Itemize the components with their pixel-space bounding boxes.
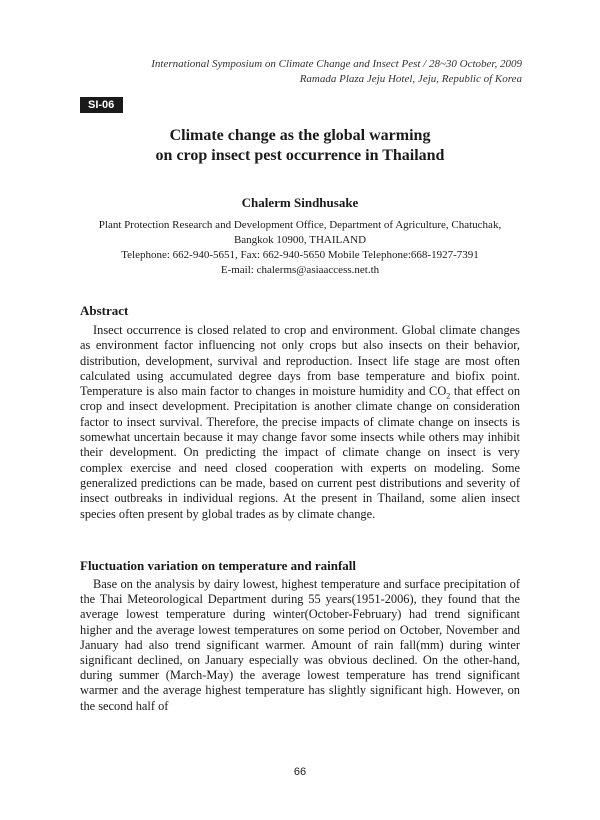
abstract-paragraph: [80, 323, 520, 522]
header-line-1: International Symposium on Climate Change and Insect Pest / 28~30 October, 2009: [151, 58, 522, 70]
abstract-text-part-2: that effect on crop and insect development. Precipitation is another climate change on consideration factor to insect survival. Therefore, the precise impacts of climate change on insects is somewhat uncertain because it may change favor some insects while others may inhibit their development. On predicting the impact of climate change on insect is very complex exercise and need closed cooperation with experts on modeling. Some generalized predictions can be made, based on current pest distributions and severity of insect outbreaks in individual regions. At the present in Thailand, some alien insect species often present by global trades as by climate change.: [80, 384, 521, 521]
affiliation-line-1: Plant Protection Research and Development Office, Department of Agriculture, Chatuchak,: [98, 219, 502, 231]
abstract-text-part-1: Insect occurrence is closed related to crop and environment. Global climate changes as environment factor influencing not only crops but also insects on their behavior, distribution, development, survival and reproduction. Insect life stage are most often calculated using accumulated degree days from base temperature and biofix point. Temperature is also main factor to changes in moisture humidity and CO: [80, 323, 520, 399]
abstract-heading: Abstract: [80, 303, 129, 318]
co2-subscript: 2: [446, 391, 451, 401]
title-line-1: Climate change as the global warming: [169, 127, 431, 144]
running-header: [151, 57, 522, 87]
paper-title: [80, 126, 520, 166]
affiliation-line-3: Telephone: 662-940-5651, Fax: 662-940-5650 Mobile Telephone:668-1927-7391: [121, 249, 479, 261]
affiliation-line-2: Bangkok 10900, THAILAND: [233, 234, 367, 246]
page-number: 66: [293, 766, 307, 778]
header-line-2: Ramada Plaza Jeju Hotel, Jeju, Republic of Korea: [299, 73, 522, 85]
section-paragraph: Base on the analysis by dairy lowest, highest temperature and surface precipitation of the Thai Meteorological Department during 55 years(1951-2006), they found that the average lowest temperature during winter(October-February) had trend significant higher and the average lowest temperatures on some period on October, November and January had also trend significant warmer. Amount of rain fall(mm) during winter significant declined, on January especially was obvious declined. On the other-hand, during summer (March-May) the average lowest temperature has trend significant warmer and the average highest temperature has slightly significant high. However, on the second half of: [80, 577, 520, 713]
section-heading: Fluctuation variation on temperature and rainfall: [80, 558, 357, 573]
affiliation-block: [80, 218, 520, 278]
session-tag: SI-06: [80, 97, 123, 113]
author-name: Chalerm Sindhusake: [241, 195, 359, 210]
affiliation-email: E-mail: chalerms@asiaaccess.net.th: [220, 264, 380, 276]
title-line-2: on crop insect pest occurrence in Thailand: [155, 147, 445, 164]
